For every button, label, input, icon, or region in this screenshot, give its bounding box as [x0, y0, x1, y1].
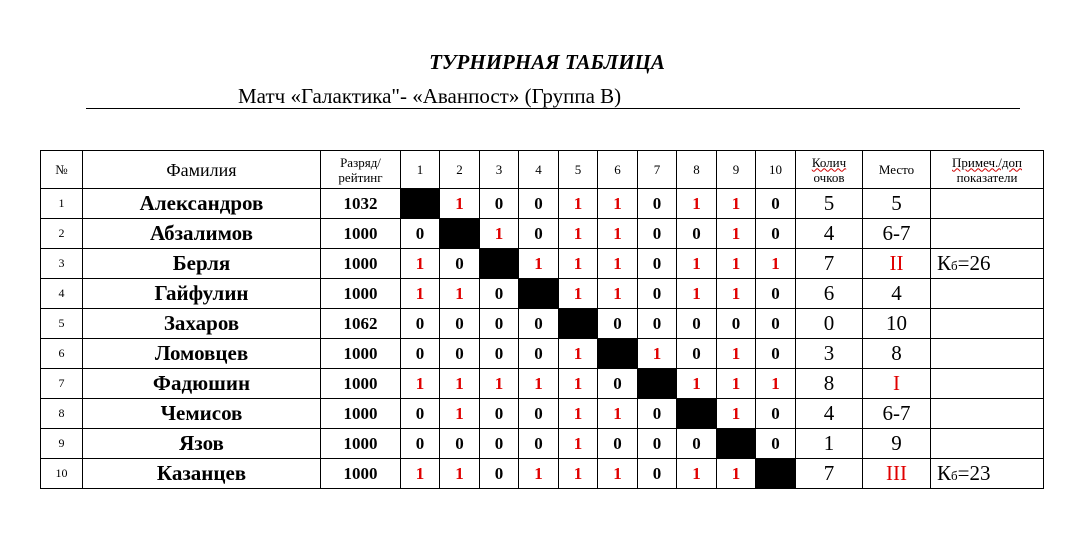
player-name: Ломовцев: [83, 339, 321, 369]
result-cell: 1: [638, 339, 677, 369]
result-cell: 1: [440, 189, 480, 219]
note-value: =23: [957, 461, 991, 485]
player-rating: 1000: [321, 279, 401, 309]
player-name: Чемисов: [83, 399, 321, 429]
result-cell: 0: [677, 309, 717, 339]
result-cell: 1: [677, 459, 717, 489]
result-cell: 1: [677, 279, 717, 309]
result-cell: 0: [638, 219, 677, 249]
note-subscript: б: [951, 258, 958, 273]
player-note: [931, 369, 1044, 399]
result-cell: 1: [598, 399, 638, 429]
result-cell: 1: [440, 369, 480, 399]
player-number: 10: [41, 459, 83, 489]
result-cell: 0: [677, 219, 717, 249]
result-cell: 0: [480, 399, 519, 429]
result-cell: 0: [638, 459, 677, 489]
player-note: [931, 309, 1044, 339]
header-note: [931, 151, 1044, 189]
result-cell: 1: [559, 399, 598, 429]
result-cell: 1: [440, 399, 480, 429]
player-rating: 1062: [321, 309, 401, 339]
player-points: 4: [796, 219, 863, 249]
player-place: 5: [863, 189, 931, 219]
result-cell: 1: [401, 459, 440, 489]
document-title: ТУРНИРНАЯ ТАБЛИЦА: [429, 50, 665, 74]
note-subscript: б: [951, 468, 958, 483]
player-rating: 1000: [321, 249, 401, 279]
tournament-table: [40, 150, 1044, 489]
table-row: [41, 189, 1044, 219]
player-points: 6: [796, 279, 863, 309]
result-cell: 0: [480, 189, 519, 219]
result-cell: 1: [559, 339, 598, 369]
result-cell: 1: [559, 429, 598, 459]
result-cell: 1: [717, 369, 756, 399]
result-cell: 0: [638, 189, 677, 219]
result-cell: 0: [756, 399, 796, 429]
header-number: №: [41, 151, 83, 189]
subtitle-underline: [86, 108, 1020, 109]
result-cell: 0: [519, 429, 559, 459]
result-cell: 1: [598, 459, 638, 489]
result-cell: 1: [598, 279, 638, 309]
player-note: [931, 189, 1044, 219]
note-prefix: К: [937, 461, 952, 485]
header-rating-line2: рейтинг: [338, 169, 383, 185]
player-place: III: [863, 459, 931, 489]
player-note: [931, 459, 1044, 489]
result-cell: 1: [401, 249, 440, 279]
result-cell: 0: [480, 279, 519, 309]
diagonal-cell: [440, 219, 480, 249]
result-cell: 1: [717, 399, 756, 429]
result-cell: 0: [638, 399, 677, 429]
header-round-4: 4: [519, 151, 559, 189]
result-cell: 0: [677, 429, 717, 459]
player-rating: 1000: [321, 219, 401, 249]
player-rating: 1000: [321, 459, 401, 489]
result-cell: 0: [756, 309, 796, 339]
result-cell: 0: [440, 429, 480, 459]
result-cell: 1: [559, 189, 598, 219]
result-cell: 0: [677, 339, 717, 369]
match-subtitle: Матч «Галактика"- «Аванпост» (Группа В): [238, 84, 622, 108]
header-round-6: 6: [598, 151, 638, 189]
player-rating: 1000: [321, 429, 401, 459]
player-place: 6-7: [863, 219, 931, 249]
header-rating-line1: Разряд/: [340, 154, 381, 170]
player-points: 8: [796, 369, 863, 399]
player-points: 0: [796, 309, 863, 339]
result-cell: 1: [598, 219, 638, 249]
result-cell: 1: [440, 459, 480, 489]
result-cell: 1: [440, 279, 480, 309]
player-name: Берля: [83, 249, 321, 279]
result-cell: 0: [519, 309, 559, 339]
result-cell: 0: [519, 189, 559, 219]
result-cell: 1: [677, 249, 717, 279]
result-cell: 0: [717, 309, 756, 339]
result-cell: 0: [480, 429, 519, 459]
result-cell: 1: [717, 339, 756, 369]
result-cell: 0: [598, 369, 638, 399]
table-row: [41, 429, 1044, 459]
header-place: Место: [863, 151, 931, 189]
player-note: [931, 249, 1044, 279]
player-place: 4: [863, 279, 931, 309]
player-note: [931, 399, 1044, 429]
result-cell: 1: [480, 219, 519, 249]
result-cell: 0: [638, 249, 677, 279]
player-number: 6: [41, 339, 83, 369]
result-cell: 0: [756, 189, 796, 219]
result-cell: 1: [717, 459, 756, 489]
player-number: 4: [41, 279, 83, 309]
result-cell: 0: [638, 429, 677, 459]
player-note: [931, 279, 1044, 309]
result-cell: 1: [677, 369, 717, 399]
result-cell: 0: [519, 219, 559, 249]
header-round-1: 1: [401, 151, 440, 189]
player-name: Абзалимов: [83, 219, 321, 249]
table-body: [41, 189, 1044, 489]
diagonal-cell: [598, 339, 638, 369]
player-name: Фадюшин: [83, 369, 321, 399]
diagonal-cell: [559, 309, 598, 339]
player-points: 4: [796, 399, 863, 429]
result-cell: 1: [559, 249, 598, 279]
table-row: [41, 369, 1044, 399]
player-points: 1: [796, 429, 863, 459]
result-cell: 1: [519, 249, 559, 279]
result-cell: 1: [717, 189, 756, 219]
player-name: Гайфулин: [83, 279, 321, 309]
result-cell: 0: [401, 219, 440, 249]
header-name: Фамилия: [83, 151, 321, 189]
result-cell: 0: [598, 429, 638, 459]
result-cell: 0: [401, 429, 440, 459]
header-points-line1: Колич: [811, 154, 847, 170]
result-cell: 0: [598, 309, 638, 339]
result-cell: 1: [717, 249, 756, 279]
result-cell: 0: [401, 309, 440, 339]
result-cell: 1: [480, 369, 519, 399]
result-cell: 0: [519, 399, 559, 429]
player-points: 7: [796, 459, 863, 489]
result-cell: 0: [401, 399, 440, 429]
player-name: Язов: [83, 429, 321, 459]
result-cell: 0: [638, 279, 677, 309]
player-name: Александров: [83, 189, 321, 219]
header-points: [796, 151, 863, 189]
header-note-line1: Примеч./доп: [952, 154, 1022, 170]
diagonal-cell: [717, 429, 756, 459]
diagonal-cell: [677, 399, 717, 429]
player-note: [931, 429, 1044, 459]
result-cell: 1: [559, 279, 598, 309]
player-note: [931, 219, 1044, 249]
result-cell: 1: [717, 279, 756, 309]
player-place: 9: [863, 429, 931, 459]
header-row: [41, 151, 1044, 189]
note-prefix: К: [937, 251, 952, 275]
player-place: 10: [863, 309, 931, 339]
result-cell: 0: [638, 309, 677, 339]
result-cell: 0: [756, 279, 796, 309]
result-cell: 1: [559, 459, 598, 489]
table-row: [41, 279, 1044, 309]
player-number: 8: [41, 399, 83, 429]
diagonal-cell: [401, 189, 440, 219]
player-points: 5: [796, 189, 863, 219]
player-number: 1: [41, 189, 83, 219]
table-row: [41, 219, 1044, 249]
result-cell: 1: [598, 189, 638, 219]
player-points: 3: [796, 339, 863, 369]
result-cell: 0: [440, 309, 480, 339]
result-cell: 1: [717, 219, 756, 249]
result-cell: 0: [440, 339, 480, 369]
result-cell: 1: [598, 249, 638, 279]
result-cell: 0: [756, 219, 796, 249]
result-cell: 0: [440, 249, 480, 279]
player-place: II: [863, 249, 931, 279]
player-number: 9: [41, 429, 83, 459]
result-cell: 1: [677, 189, 717, 219]
player-number: 2: [41, 219, 83, 249]
player-name: Казанцев: [83, 459, 321, 489]
result-cell: 0: [519, 339, 559, 369]
player-number: 3: [41, 249, 83, 279]
player-rating: 1032: [321, 189, 401, 219]
header-round-10: 10: [756, 151, 796, 189]
table-row: [41, 399, 1044, 429]
player-place: 6-7: [863, 399, 931, 429]
result-cell: 0: [480, 309, 519, 339]
result-cell: 1: [756, 249, 796, 279]
table-row: [41, 249, 1044, 279]
result-cell: 1: [401, 279, 440, 309]
header-points-line2: очков: [813, 169, 845, 185]
header-note-line2: показатели: [956, 169, 1018, 185]
player-points: 7: [796, 249, 863, 279]
player-rating: 1000: [321, 369, 401, 399]
result-cell: 1: [559, 369, 598, 399]
result-cell: 1: [401, 369, 440, 399]
player-note: [931, 339, 1044, 369]
header-round-7: 7: [638, 151, 677, 189]
result-cell: 0: [756, 339, 796, 369]
diagonal-cell: [519, 279, 559, 309]
diagonal-cell: [480, 249, 519, 279]
result-cell: 0: [480, 459, 519, 489]
result-cell: 0: [756, 429, 796, 459]
table-row: [41, 339, 1044, 369]
player-place: 8: [863, 339, 931, 369]
player-name: Захаров: [83, 309, 321, 339]
header-round-2: 2: [440, 151, 480, 189]
result-cell: 1: [756, 369, 796, 399]
note-value: =26: [957, 251, 991, 275]
player-rating: 1000: [321, 339, 401, 369]
result-cell: 0: [480, 339, 519, 369]
player-place: I: [863, 369, 931, 399]
result-cell: 1: [559, 219, 598, 249]
diagonal-cell: [756, 459, 796, 489]
player-rating: 1000: [321, 399, 401, 429]
player-number: 7: [41, 369, 83, 399]
table-row: [41, 309, 1044, 339]
table-row: [41, 459, 1044, 489]
header-round-8: 8: [677, 151, 717, 189]
result-cell: 1: [519, 459, 559, 489]
header-rating: [321, 151, 401, 189]
header-round-3: 3: [480, 151, 519, 189]
header-round-5: 5: [559, 151, 598, 189]
header-round-9: 9: [717, 151, 756, 189]
result-cell: 1: [519, 369, 559, 399]
diagonal-cell: [638, 369, 677, 399]
player-number: 5: [41, 309, 83, 339]
result-cell: 0: [401, 339, 440, 369]
